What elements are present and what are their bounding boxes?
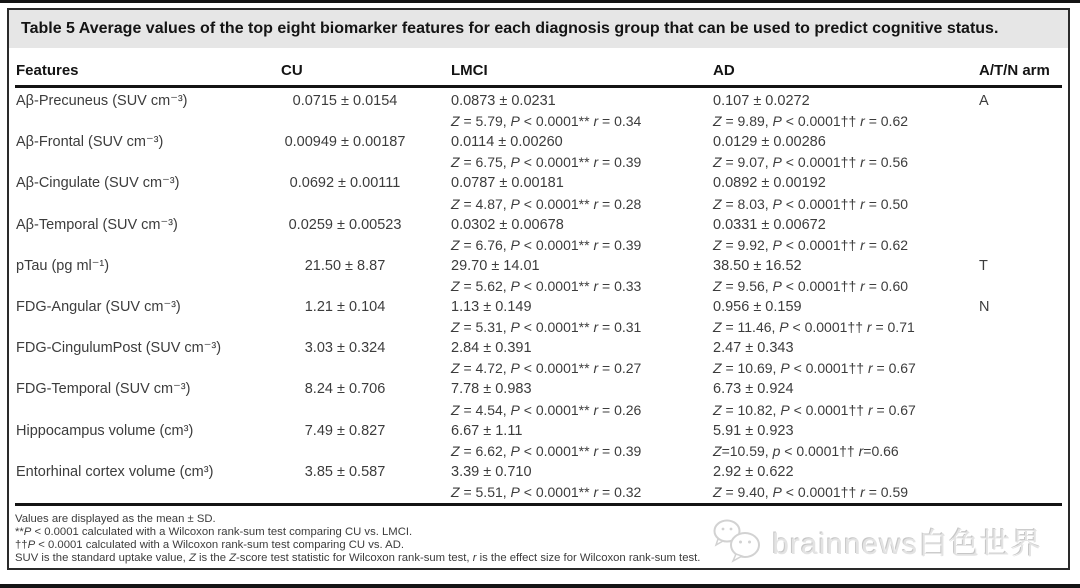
lmci-cell [443,297,705,338]
atn-arm-value [977,421,1062,462]
lmci-cell [443,132,705,173]
lmci-cell [443,256,705,297]
table-title: Table 5 Average values of the top eight biomarker features for each diagnosis group that can be used to predict cognitive status. [21,20,999,37]
lmci-value: 0.0873 ± 0.0231 [451,93,556,109]
lmci-stats: Z = 5.62, P < 0.0001** r = 0.33 [451,277,642,294]
ad-cell [705,421,977,462]
ad-stats: Z = 11.46, P < 0.0001†† r = 0.71 [713,319,915,336]
table-row [15,173,1062,214]
atn-arm-value [977,132,1062,173]
cu-value: 3.85 ± 0.587 [304,463,386,480]
lmci-value: 1.13 ± 0.149 [451,298,532,315]
feature-name: pTau (pg ml⁻¹) [16,257,110,274]
ad-stats: Z = 8.03, P < 0.0001†† r = 0.50 [713,195,909,212]
table-row [15,297,1062,338]
table-row [15,379,1062,420]
atn-arm-value [977,215,1062,256]
lmci-stats: Z = 4.87, P < 0.0001** r = 0.28 [451,195,642,212]
lmci-value: 0.0302 ± 0.00678 [451,216,564,233]
feature-name: Aβ-Precuneus (SUV cm⁻³) [16,93,188,109]
cu-value: 0.0715 ± 0.0154 [292,93,398,109]
cu-value: 21.50 ± 8.87 [304,257,386,274]
ad-cell [705,338,977,379]
column-header-cu: CU [281,62,303,79]
lmci-value: 6.67 ± 1.11 [451,422,523,439]
table-row [15,91,1062,132]
cu-value: 1.21 ± 0.104 [304,298,386,315]
cu-value: 3.03 ± 0.324 [304,340,386,357]
ad-stats: Z = 10.82, P < 0.0001†† r = 0.67 [713,401,916,418]
feature-name: Aβ-Cingulate (SUV cm⁻³) [16,175,180,192]
lmci-stats: Z = 4.54, P < 0.0001** r = 0.26 [451,401,642,418]
lmci-cell [443,379,705,420]
lmci-value: 29.70 ± 14.01 [451,257,540,274]
lmci-cell [443,91,705,132]
atn-arm-value: N [979,298,990,315]
ad-value: 0.956 ± 0.159 [713,298,802,315]
lmci-value: 3.39 ± 0.710 [451,463,532,480]
watermark-text: brainnews白色世界 [772,528,1042,561]
ad-cell [705,379,977,420]
lmci-value: 7.78 ± 0.983 [451,381,532,398]
footnote-abbreviations: SUV is the standard uptake value, Z is the Z-score test statistic for Wilcoxon rank-sum test, r is the effect size for Wilcoxon rank-sum test. [15,551,701,564]
lmci-cell [443,462,705,503]
table-row [15,462,1062,503]
table-row [15,421,1062,462]
ad-cell [705,173,977,214]
lmci-stats: Z = 5.79, P < 0.0001** r = 0.34 [451,113,642,130]
lmci-stats: Z = 4.72, P < 0.0001** r = 0.27 [451,360,642,377]
cu-value: 0.00949 ± 0.00187 [284,134,406,151]
feature-name: Hippocampus volume (cm³) [16,422,194,439]
atn-arm-value: A [979,93,989,109]
cu-value: 0.0259 ± 0.00523 [288,216,402,233]
lmci-value: 2.84 ± 0.391 [451,340,532,357]
lmci-value: 0.0787 ± 0.00181 [451,175,564,192]
ad-stats: Z = 9.07, P < 0.0001†† r = 0.56 [713,154,909,171]
ad-value: 2.92 ± 0.622 [713,463,794,480]
footnote-cu-vs-lmci: **P < 0.0001 calculated with a Wilcoxon rank-sum test comparing CU vs. LMCI. [15,525,413,538]
column-header-atn-arm: A/T/N arm [979,62,1050,79]
lmci-stats: Z = 6.75, P < 0.0001** r = 0.39 [451,154,642,171]
lmci-cell [443,421,705,462]
ad-cell [705,91,977,132]
feature-name: FDG-Angular (SUV cm⁻³) [16,298,181,315]
footnote-mean-sd: Values are displayed as the mean ± SD. [15,512,216,525]
cu-value: 8.24 ± 0.706 [304,381,386,398]
ad-cell [705,462,977,503]
table-row [15,338,1062,379]
ad-cell [705,132,977,173]
ad-stats: Z = 9.40, P < 0.0001†† r = 0.59 [713,483,909,500]
column-header-features: Features [16,62,79,79]
lmci-cell [443,173,705,214]
table-title-bar [9,10,1068,48]
table-header-row [15,48,1062,88]
ad-value: 0.107 ± 0.0272 [713,93,810,109]
ad-stats: Z=10.59, p < 0.0001†† r=0.66 [713,442,899,459]
ad-cell [705,256,977,297]
outer-frame-top-edge [0,0,1080,3]
ad-stats: Z = 9.56, P < 0.0001†† r = 0.60 [713,277,909,294]
ad-cell [705,297,977,338]
lmci-stats: Z = 5.31, P < 0.0001** r = 0.31 [451,319,642,336]
table-row [15,256,1062,297]
table-row [15,132,1062,173]
ad-value: 0.0331 ± 0.00672 [713,216,826,233]
lmci-stats: Z = 6.62, P < 0.0001** r = 0.39 [451,442,642,459]
atn-arm-value [977,379,1062,420]
ad-value: 0.0892 ± 0.00192 [713,175,826,192]
ad-value: 2.47 ± 0.343 [713,340,794,357]
column-header-lmci: LMCI [451,62,488,79]
ad-stats: Z = 9.89, P < 0.0001†† r = 0.62 [713,113,909,130]
table-footnotes [15,506,1062,565]
atn-arm-value [977,338,1062,379]
atn-arm-value: T [979,257,988,274]
feature-name: FDG-CingulumPost (SUV cm⁻³) [16,340,222,357]
feature-name: FDG-Temporal (SUV cm⁻³) [16,381,191,398]
atn-arm-value [977,462,1062,503]
ad-value: 5.91 ± 0.923 [713,422,794,439]
cu-value: 0.0692 ± 0.00111 [289,175,401,192]
outer-frame-bottom-edge [0,584,1080,588]
column-header-ad: AD [713,62,735,79]
ad-value: 6.73 ± 0.924 [713,381,794,398]
feature-name: Aβ-Frontal (SUV cm⁻³) [16,134,164,151]
atn-arm-value [977,173,1062,214]
ad-stats: Z = 10.69, P < 0.0001†† r = 0.67 [713,360,916,377]
lmci-value: 0.0114 ± 0.00260 [451,134,563,151]
footnote-cu-vs-ad: ††P < 0.0001 calculated with a Wilcoxon rank-sum test comparing CU vs. AD. [15,538,405,551]
lmci-cell [443,338,705,379]
feature-name: Aβ-Temporal (SUV cm⁻³) [16,216,178,233]
ad-cell [705,215,977,256]
ad-stats: Z = 9.92, P < 0.0001†† r = 0.62 [713,236,909,253]
ad-value: 0.0129 ± 0.00286 [713,134,826,151]
lmci-cell [443,215,705,256]
lmci-stats: Z = 5.51, P < 0.0001** r = 0.32 [451,483,642,500]
table-frame [7,8,1070,570]
lmci-stats: Z = 6.76, P < 0.0001** r = 0.39 [451,236,642,253]
table-row [15,215,1062,256]
table-body [15,88,1062,506]
cu-value: 7.49 ± 0.827 [304,422,386,439]
ad-value: 38.50 ± 16.52 [713,257,802,274]
feature-name: Entorhinal cortex volume (cm³) [16,463,214,480]
